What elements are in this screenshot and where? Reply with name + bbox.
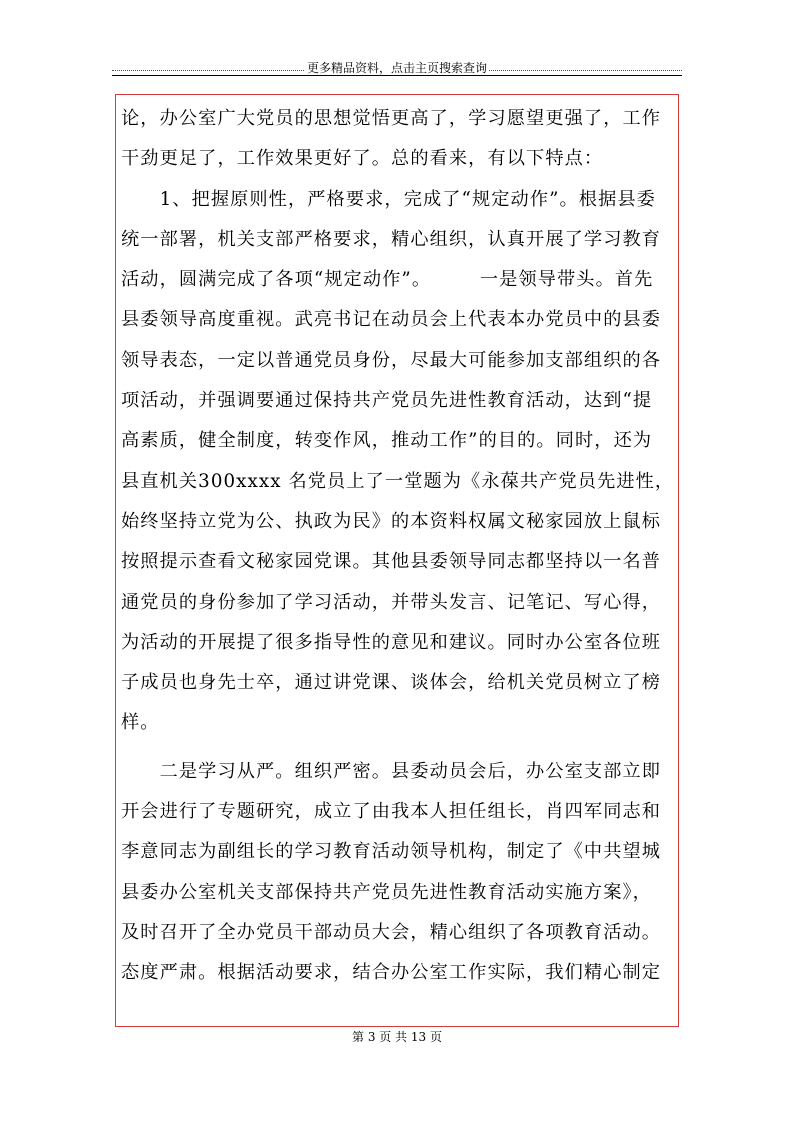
paragraph-gap [121, 744, 677, 752]
body-line: 活动，圆满完成了各项“规定动作”。 一是领导带头。首先 [121, 269, 654, 291]
body-line: 县委领导高度重视。武亮书记在动员会上代表本办党员中的县委 [121, 309, 662, 331]
body-line: 县委办公室机关支部保持共产党员先进性教育活动实施方案》， [121, 881, 652, 903]
body-line: 态度严肃。根据活动要求，结合办公室工作实际，我们精心制定 [121, 962, 662, 984]
body-line: 开会进行了专题研究，成立了由我本人担任组长，肖四军同志和 [121, 801, 662, 823]
body-line: 统一部署，机关支部严格要求，精心组织，认真开展了学习教育 [121, 228, 662, 250]
body-line: 李意同志为副组长的学习教育活动领导机构，制定了《中共望城 [121, 841, 662, 863]
body-line: 项活动，并强调要通过保持共产党员先进性教育活动，达到“提 [121, 390, 653, 412]
body-line: 1、把握原则性，严格要求，完成了“规定动作”。根据县委 [121, 188, 656, 210]
page-header [112, 60, 682, 76]
page-number: 第 3 页 共 13 页 [352, 1030, 442, 1044]
body-line: 通党员的身份参加了学习活动，并带头发言、记笔记、写心得， [121, 591, 662, 613]
header-rule [112, 75, 682, 76]
document-body [121, 99, 677, 994]
body-line: 按照提示查看文秘家园党课。其他县委领导同志都坚持以一名普 [121, 551, 662, 573]
body-line: 二是学习从严。组织严密。县委动员会后，办公室支部立即 [121, 760, 662, 782]
body-line: 及时召开了全办党员干部动员大会，精心组织了各项教育活动。 [121, 921, 662, 943]
body-line: 干劲更足了，工作效果更好了。总的看来，有以下特点： [121, 148, 604, 170]
page-header-text: 更多精品资料，点击主页搜索查询 [306, 61, 487, 75]
body-line: 领导表态，一定以普通党员身份，尽最大可能参加支部组织的各 [121, 349, 662, 371]
body-line: 为活动的开展提了很多指导性的意见和建议。同时办公室各位班 [121, 631, 662, 653]
body-line: 始终坚持立党为公、执政为民》的本资料权属文秘家园放上鼠标 [121, 510, 662, 532]
body-line: 样。 [121, 712, 160, 734]
body-line: 子成员也身先士卒，通过讲党课、谈体会，给机关党员树立了榜 [121, 672, 662, 694]
body-line: 论，办公室广大党员的思想觉悟更高了，学习愿望更强了，工作 [121, 108, 662, 129]
body-line: 高素质，健全制度，转变作风，推动工作”的目的。同时，还为 [121, 430, 653, 452]
body-line: 县直机关300xxxx 名党员上了一堂题为《永葆共产党员先进性， [121, 470, 675, 492]
